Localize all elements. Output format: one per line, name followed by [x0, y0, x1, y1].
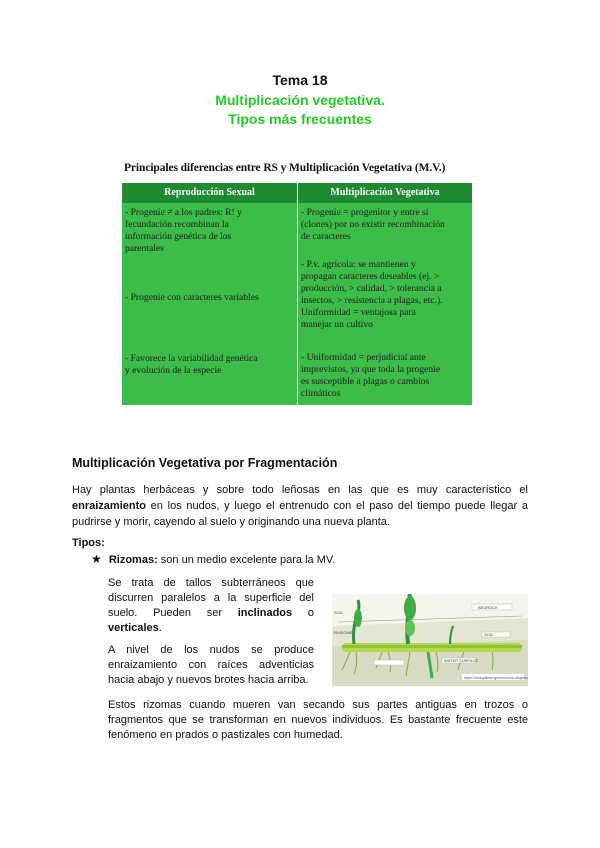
rizoma-p3-line: fragmentos que se transforman en nuevos individuos. Es bastante frecuente este [108, 714, 528, 726]
cell-line: imprevistos, ya que toda la progenie [301, 364, 441, 375]
rizoma-p2-line: enraizamiento con raíces adventicias [108, 659, 314, 671]
column-divider [297, 183, 298, 405]
rizoma-paragraph-3 [108, 698, 528, 743]
fig-label: BEDROCK [478, 605, 498, 610]
cell-line: parentales [125, 243, 164, 254]
cell-line: producción, > calidad, > tolerancia a [301, 283, 442, 294]
col2-header: Multiplicación Vegetativa [298, 183, 472, 203]
col1-cell-1 [125, 207, 242, 255]
table-caption: Principales diferencias entre RS y Multiplicación Vegetativa (M.V.) [124, 162, 446, 174]
cell-line: climáticos [301, 388, 341, 399]
cell-line: de caracteres [301, 231, 351, 242]
col2-cell-2 [301, 259, 443, 331]
cell-line: insectos, > resistencia a plagas, etc.). [301, 295, 443, 306]
comparison-table [122, 183, 472, 405]
col2-cell-1 [301, 207, 445, 243]
tipos-label: Tipos: [72, 537, 105, 549]
intro-line-2 [72, 498, 528, 514]
rizoma-paragraph-1 [108, 576, 314, 636]
rizoma-o: o [307, 607, 315, 619]
rhizome-illustration [332, 594, 528, 686]
col1-cell-2 [125, 292, 259, 304]
col1-header: Reproducción Sexual [122, 183, 297, 203]
bullet-rizomas [91, 552, 335, 566]
rizoma-bold-verticales: verticales [108, 622, 159, 634]
intro-paragraph [72, 482, 528, 530]
rizoma-p1-text: suelo. Pueden ser [108, 607, 223, 619]
rhizome-diagram-svg [332, 594, 528, 686]
rizoma-p2-line: hacia abajo y nuevos brotes hacia arriba. [108, 674, 309, 686]
rizoma-p2-line: A nivel de los nudos se produce [108, 644, 314, 656]
col2-cell-3 [301, 352, 440, 400]
cell-line: propagan caracteres deseables (ej. > [301, 271, 440, 282]
rizoma-p1-line: discurren paralelos a la superficie del [108, 592, 314, 604]
fig-label: SOIL [484, 632, 494, 637]
cell-line: - Progenie ≠ a los padres: R! y [125, 207, 242, 218]
cell-line: manejar un cultivo [301, 319, 373, 330]
fig-credit: https://mosquitoes.gov/rhizome-diagram [464, 676, 528, 680]
cell-line: y evolución de la especie [125, 365, 222, 376]
rizoma-p3-line: fenómeno en prados o pastizales con humedad. [108, 729, 343, 741]
fig-label: RHIZOME [334, 630, 353, 635]
cell-line: - Progenie con caracteres variables [125, 292, 259, 303]
fig-label: SOIL [334, 610, 344, 615]
rizoma-bold-inclinados: inclinados [237, 607, 293, 619]
bullet-bold: Rizomas: [108, 554, 158, 566]
col1-cell-3 [125, 353, 258, 377]
fig-label: WATER SURFACE [444, 658, 479, 663]
rizoma-p1-line: Se trata de tallos subterráneos que [108, 577, 314, 589]
cell-line: - Progenie = progenitor y entre sí [301, 207, 429, 218]
section-heading: Multiplicación Vegetativa por Fragmentación [72, 456, 338, 470]
rizoma-p3-line: Estos rizomas cuando mueren van secando sus partes antiguas en trozos o [108, 699, 528, 711]
cell-line: - Favorece la variabilidad genética [125, 353, 258, 364]
bullet-text: son un medio excelente para la MV. [157, 554, 336, 566]
intro-line-2-text: en los nudos, y luego el entrenudo con el paso del tiempo puede llegar a [145, 500, 528, 512]
rizoma-p1-end: . [158, 622, 162, 634]
rizoma-paragraph-2 [108, 643, 314, 688]
cell-line: Uniformidad = ventajosa para [301, 307, 416, 318]
cell-line: - Uniformidad = perjudicial ante [301, 352, 426, 363]
cell-line: información genética de los [125, 231, 232, 242]
title-line-1: Multiplicación vegetativa. [215, 92, 385, 108]
cell-line: (clones) por no existir recombinación [301, 219, 445, 230]
cell-line: fecundación recombinan la [125, 219, 229, 230]
intro-line-3: pudrirse y morir, cayendo al suelo y originando una nueva planta. [72, 516, 390, 528]
intro-line-1: Hay plantas herbáceas y sobre todo leñosas en las que es muy característico el [72, 484, 528, 496]
cell-line: - P.v. agrícola: se mantienen y [301, 259, 416, 270]
tema-number: Tema 18 [272, 72, 328, 88]
intro-bold-word: enraizamiento [72, 500, 146, 512]
star-icon: ★ [91, 552, 102, 566]
rizoma-p1-line-3 [108, 606, 314, 621]
cell-line: es susceptible a plagas o cambios [301, 376, 430, 387]
title-line-2: Tipos más frecuentes [228, 111, 372, 127]
rizoma-p1-line-4 [108, 621, 314, 636]
